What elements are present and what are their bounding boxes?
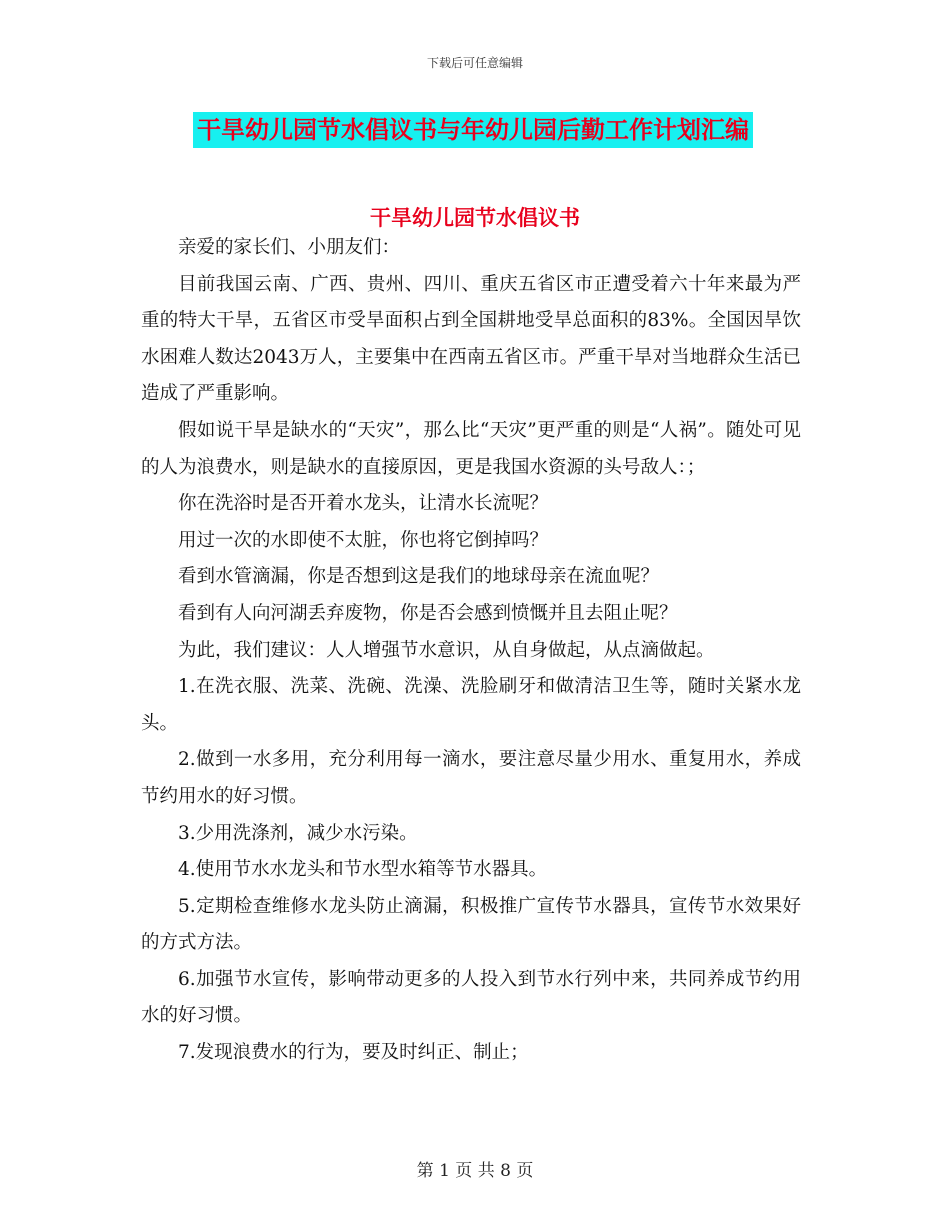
paragraph-salutation: 亲爱的家长们、小朋友们：: [178, 237, 401, 258]
document-title: 干旱幼儿园节水倡议书与年幼儿园后勤工作计划汇编: [193, 112, 753, 148]
section-title: 干旱幼儿园节水倡议书: [370, 206, 580, 230]
list-item: 1.在洗衣服、洗菜、洗碗、洗澡、洗脸刷牙和做清洁卫生等，随时关紧水龙头。: [141, 676, 801, 734]
page-number: 第 1 页 共 8 页: [416, 1161, 534, 1181]
paragraph: 用过一次的水即使不太脏，你也将它倒掉吗？: [178, 529, 549, 551]
body-text: [141, 230, 801, 1072]
list-item: 7.发现浪费水的行为，要及时纠正、制止；: [178, 1042, 529, 1064]
header-note: 下载后可任意编辑: [426, 56, 523, 70]
paragraph: 目前我国云南、广西、贵州、四川、重庆五省区市正遭受着六十年来最为严重的特大干旱，五省区市受旱面积占到全国耕地受旱总面积的83%。全国因旱饮水困难人数达2043万人，主要集中在西南五省区市。严重干旱对当地群众生活已造成了严重影响。: [141, 273, 801, 405]
paragraph: 看到水管滴漏，你是否想到这是我们的地球母亲在流血呢？: [178, 566, 660, 588]
paragraph: 看到有人向河湖丢弃废物，你是否会感到愤慨并且去阻止呢？: [178, 602, 678, 624]
list-item: 2.做到一水多用，充分利用每一滴水，要注意尽量少用水、重复用水，养成节约用水的好习惯。: [141, 749, 801, 807]
list-item: 3.少用洗涤剂，减少水污染。: [178, 822, 418, 844]
paragraph: 为此，我们建议：人人增强节水意识，从自身做起，从点滴做起。: [178, 639, 715, 661]
paragraph: 假如说干旱是缺水的“天灾”，那么比“天灾”更严重的则是“人祸”。随处可见的人为浪费水，则是缺水的直接原因，更是我国水资源的头号敌人：；: [141, 419, 801, 478]
list-item: 4.使用节水水龙头和节水型水箱等节水器具。: [178, 859, 548, 881]
list-item: 5.定期检查维修水龙头防止滴漏，积极推广宣传节水器具，宣传节水效果好的方式方法。: [141, 895, 801, 954]
paragraph: 你在洗浴时是否开着水龙头，让清水长流呢？: [178, 493, 549, 515]
list-item: 6.加强节水宣传，影响带动更多的人投入到节水行列中来，共同养成节约用水的好习惯。: [141, 968, 801, 1027]
